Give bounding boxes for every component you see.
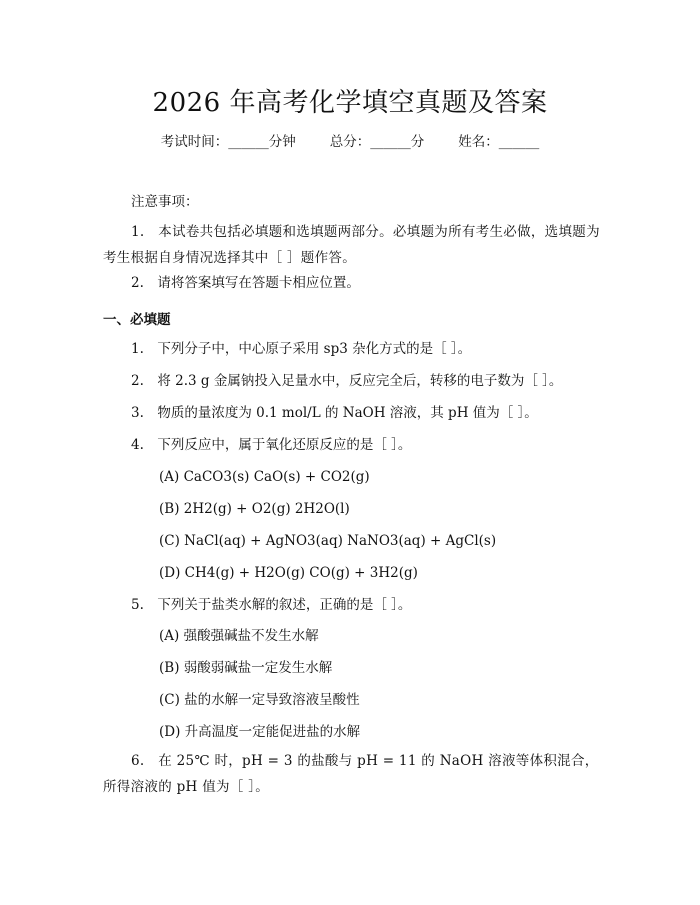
q5-option-b: (B) 弱酸弱碱盐一定发生水解 bbox=[159, 660, 333, 676]
notes-item-1: 1. 本试卷共包括必填题和选填题两部分。必填题为所有考生必做，选填题为考生根据自身情况选择其中［ ］题作答。 bbox=[103, 224, 600, 266]
question-6: 6. 在 25℃ 时，pH = 3 的盐酸与 pH = 11 的 NaOH 溶液等体积混合，所得溶液的 pH 值为［ ］。 bbox=[103, 753, 599, 795]
q4-option-a: (A) CaCO3(s) CaO(s) + CO2(g) bbox=[159, 469, 370, 485]
page-title: 2026 年高考化学填空真题及答案 bbox=[152, 88, 548, 118]
q5-option-a: (A) 强酸强碱盐不发生水解 bbox=[159, 628, 319, 644]
question-4: 4. 下列反应中，属于氧化还原反应的是［ ］。 bbox=[131, 437, 412, 453]
score-blank: ______ bbox=[370, 134, 411, 150]
q5-option-d: (D) 升高温度一定能促进盐的水解 bbox=[159, 724, 361, 740]
q4-option-b: (B) 2H2(g) + O2(g) 2H2O(l) bbox=[159, 501, 350, 517]
q4-option-c: (C) NaCl(aq) + AgNO3(aq) NaNO3(aq) + AgCl(s) bbox=[159, 533, 497, 549]
question-1: 1. 下列分子中，中心原子采用 sp3 杂化方式的是［ ］。 bbox=[131, 341, 472, 357]
score-unit: 分 bbox=[410, 134, 425, 150]
question-5: 5. 下列关于盐类水解的叙述，正确的是［ ］。 bbox=[131, 597, 412, 613]
q4-option-d: (D) CH4(g) + H2O(g) CO(g) + 3H2(g) bbox=[159, 565, 418, 581]
name-label: 姓名： bbox=[458, 134, 499, 150]
exam-info-line bbox=[0, 130, 700, 150]
notes-heading: 注意事项： bbox=[131, 194, 199, 210]
time-blank: ______ bbox=[228, 134, 269, 150]
question-2: 2. 将 2.3 g 金属钠投入足量水中，反应完全后，转移的电子数为［ ］。 bbox=[131, 373, 563, 389]
time-label: 考试时间： bbox=[160, 134, 229, 150]
score-label: 总分： bbox=[329, 134, 371, 150]
time-unit: 分钟 bbox=[268, 134, 296, 150]
notes-item-2: 2. 请将答案填写在答题卡相应位置。 bbox=[131, 275, 360, 291]
question-3: 3. 物质的量浓度为 0.1 mol/L 的 NaOH 溶液，其 pH 值为［ ］。 bbox=[131, 405, 538, 421]
name-blank: ______ bbox=[498, 134, 540, 150]
q5-option-c: (C) 盐的水解一定导致溶液呈酸性 bbox=[159, 692, 360, 708]
section-heading: 一、必填题 bbox=[103, 312, 171, 328]
